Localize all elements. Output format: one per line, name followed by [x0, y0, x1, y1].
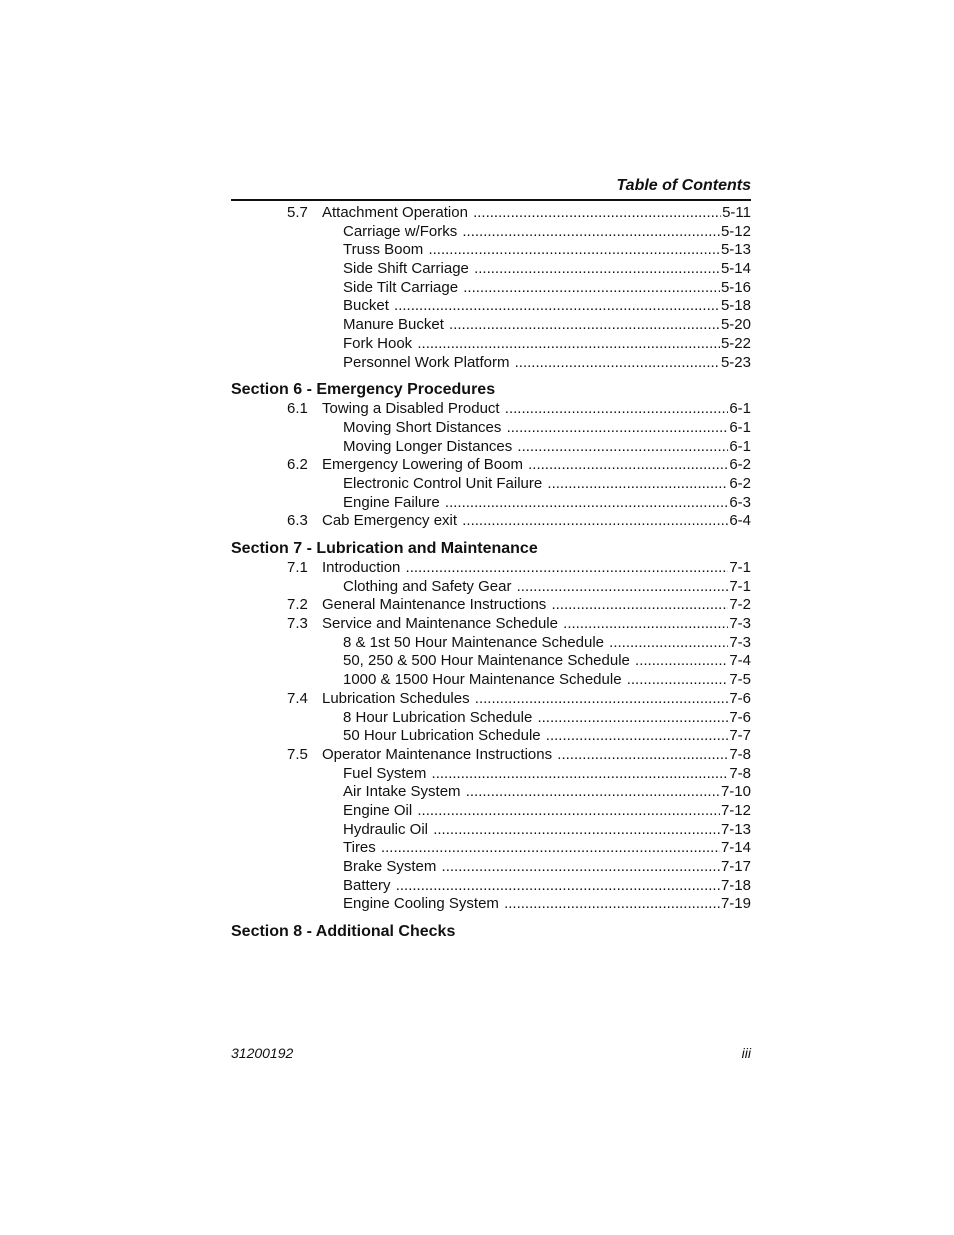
toc-entry-page: 7-1 — [729, 577, 751, 595]
toc-subentry[interactable] — [231, 494, 751, 513]
toc-entry-page: 7-12 — [720, 801, 751, 819]
toc-entry-page: 6-3 — [729, 493, 751, 511]
toc-entry-page: 6-2 — [729, 474, 751, 492]
toc-entry-label — [343, 260, 751, 279]
toc-entry-page: 5-23 — [720, 353, 751, 371]
toc-entry-label — [343, 316, 751, 335]
toc-subentry[interactable] — [231, 821, 751, 840]
toc-entry-title: Operator Maintenance Instructions — [322, 745, 553, 763]
toc-entry-number: 6.3 — [287, 512, 308, 530]
toc-entry-label — [343, 279, 751, 298]
toc-entry-label — [343, 709, 751, 728]
toc-entry-title: Battery — [343, 876, 391, 894]
toc-subentry[interactable] — [231, 671, 751, 690]
toc-entry-label — [322, 746, 751, 765]
toc-entry-label — [343, 335, 751, 354]
toc-entry-title: Towing a Disabled Product — [322, 400, 500, 418]
toc-entry-page: 7-14 — [720, 839, 751, 857]
toc-entry-page: 7-10 — [720, 783, 751, 801]
toc-entry-label — [322, 204, 751, 223]
toc-entry-title: Service and Maintenance Schedule — [322, 615, 558, 633]
toc-entry-title: Bucket — [343, 297, 389, 315]
toc-entry-page: 6-4 — [729, 512, 751, 530]
toc-entry-label — [343, 354, 751, 373]
toc-entry-label — [343, 783, 751, 802]
toc-entry-title: General Maintenance Instructions — [322, 596, 547, 614]
toc-entry-title: Attachment Operation — [322, 204, 468, 221]
toc-subentry[interactable] — [231, 260, 751, 279]
toc-entry-title: 8 & 1st 50 Hour Maintenance Schedule — [343, 633, 604, 651]
toc-entry-title: Truss Boom — [343, 241, 424, 259]
toc-entry-label — [322, 615, 751, 634]
toc-entry-number: 7.2 — [287, 596, 308, 614]
toc-entry-label — [343, 297, 751, 316]
document-number: 31200192 — [231, 1045, 294, 1061]
toc-entry-page: 6-1 — [729, 418, 751, 436]
toc-entry-page: 7-3 — [729, 615, 751, 633]
toc-entry-page: 7-8 — [729, 745, 751, 763]
toc-entry-page: 5-18 — [720, 297, 751, 315]
toc-subentry[interactable] — [231, 802, 751, 821]
toc-entry[interactable] — [231, 690, 751, 709]
toc-entry-page: 7-2 — [729, 596, 751, 614]
toc-entry-title: Tires — [343, 839, 376, 857]
toc-entry[interactable] — [231, 400, 751, 419]
toc-entry-label — [322, 456, 751, 475]
toc-subentry[interactable] — [231, 475, 751, 494]
toc-entry-label — [343, 578, 751, 597]
toc-subentry[interactable] — [231, 297, 751, 316]
toc-entry-title: Cab Emergency exit — [322, 512, 458, 530]
toc-entry-title: Emergency Lowering of Boom — [322, 456, 523, 474]
toc-subentry[interactable] — [231, 877, 751, 896]
toc-entry-page: 7-8 — [729, 764, 751, 782]
toc-entry-label — [322, 400, 751, 419]
toc-entry-title: Brake System — [343, 858, 437, 875]
toc-subentry[interactable] — [231, 578, 751, 597]
toc-entry-title: Electronic Control Unit Failure — [343, 474, 543, 492]
toc-entry-label — [343, 241, 751, 260]
toc-entry-page: 5-12 — [720, 222, 751, 240]
toc-entry[interactable] — [231, 559, 751, 578]
toc-entry-page: 5-11 — [722, 204, 751, 221]
toc-subentry[interactable] — [231, 727, 751, 746]
section-heading[interactable]: Section 7 - Lubrication and Maintenance — [231, 540, 538, 557]
toc-entry-title: 50, 250 & 500 Hour Maintenance Schedule — [343, 652, 630, 670]
toc-entry-title: Carriage w/Forks — [343, 222, 458, 240]
toc-entry-title: Moving Short Distances — [343, 418, 502, 436]
toc-entry-label — [343, 419, 751, 438]
toc-entry-title: Introduction — [322, 559, 401, 576]
toc-entry-title: Personnel Work Platform — [343, 353, 510, 371]
toc-entry-page: 7-7 — [729, 727, 751, 745]
toc-entry-title: 8 Hour Lubrication Schedule — [343, 708, 533, 726]
toc-entry-label — [322, 559, 751, 578]
toc-subentry[interactable] — [231, 335, 751, 354]
toc-entry-page: 7-18 — [720, 876, 751, 894]
toc-entry-page: 7-17 — [720, 858, 751, 875]
toc-entry[interactable] — [231, 596, 751, 615]
toc-entry-title: Fuel System — [343, 764, 427, 782]
toc-entry-number: 7.1 — [287, 559, 308, 576]
toc-entry-page: 7-3 — [729, 633, 751, 651]
toc-entry-label — [343, 671, 751, 690]
toc-subentry[interactable] — [231, 419, 751, 438]
toc-entry-label — [322, 596, 751, 615]
toc-entry-page: 7-5 — [729, 671, 751, 689]
table-of-contents — [231, 204, 751, 942]
toc-entry-label — [322, 512, 751, 531]
toc-entry-label — [322, 690, 751, 709]
toc-subentry[interactable] — [231, 279, 751, 298]
toc-entry-title: Air Intake System — [343, 783, 461, 801]
page-number: iii — [741, 1045, 751, 1061]
toc-entry[interactable] — [231, 615, 751, 634]
toc-entry-label — [343, 223, 751, 242]
toc-subentry[interactable] — [231, 839, 751, 858]
toc-subentry[interactable] — [231, 316, 751, 335]
toc-entry-page: 7-4 — [729, 652, 751, 670]
section-heading[interactable]: Section 8 - Additional Checks — [231, 923, 456, 941]
toc-entry-label — [343, 877, 751, 896]
toc-entry-page: 6-1 — [729, 437, 751, 455]
toc-entry-label — [343, 727, 751, 746]
toc-entry-title: Manure Bucket — [343, 316, 444, 334]
header-rule — [231, 199, 751, 201]
toc-entry-page: 7-1 — [729, 559, 751, 576]
toc-entry-page: 5-20 — [720, 316, 751, 334]
toc-entry-title: Hydraulic Oil — [343, 820, 429, 838]
toc-entry-label — [343, 765, 751, 784]
toc-entry-label — [343, 438, 751, 457]
toc-subentry[interactable] — [231, 783, 751, 802]
document-page — [231, 0, 751, 1235]
toc-entry[interactable] — [231, 512, 751, 531]
toc-entry-label — [343, 475, 751, 494]
toc-entry-label — [343, 634, 751, 653]
toc-subentry[interactable] — [231, 223, 751, 242]
toc-entry-page: 6-2 — [729, 456, 751, 474]
toc-entry-number: 6.2 — [287, 456, 308, 474]
toc-entry-label — [343, 895, 751, 914]
toc-entry-title: Side Shift Carriage — [343, 260, 469, 278]
toc-subentry[interactable] — [231, 241, 751, 260]
toc-entry-page: 5-22 — [720, 334, 751, 352]
toc-entry-label — [343, 858, 751, 877]
toc-subentry[interactable] — [231, 709, 751, 728]
running-title: Table of Contents — [616, 177, 751, 194]
toc-subentry[interactable] — [231, 634, 751, 653]
toc-entry-label — [343, 652, 751, 671]
toc-entry-page: 5-13 — [720, 241, 751, 259]
toc-entry[interactable] — [231, 456, 751, 475]
toc-entry-title: 1000 & 1500 Hour Maintenance Schedule — [343, 671, 622, 689]
toc-entry-number: 7.4 — [287, 689, 308, 707]
toc-entry-page: 6-1 — [729, 400, 751, 418]
toc-entry[interactable] — [231, 204, 751, 223]
section-heading[interactable]: Section 6 - Emergency Procedures — [231, 381, 496, 399]
toc-entry-number: 5.7 — [287, 204, 308, 221]
toc-entry-number: 6.1 — [287, 400, 308, 418]
toc-entry-title: Moving Longer Distances — [343, 437, 513, 455]
toc-entry-label — [343, 802, 751, 821]
toc-entry-number: 7.5 — [287, 745, 308, 763]
toc-entry-page: 7-19 — [720, 895, 751, 913]
toc-subentry[interactable] — [231, 895, 751, 914]
toc-entry-title: Lubrication Schedules — [322, 689, 470, 707]
toc-entry-label — [343, 494, 751, 513]
toc-subentry[interactable] — [231, 438, 751, 457]
toc-subentry[interactable] — [231, 652, 751, 671]
toc-entry-number: 7.3 — [287, 615, 308, 633]
toc-subentry[interactable] — [231, 765, 751, 784]
toc-entry-label — [343, 821, 751, 840]
toc-entry-title: Fork Hook — [343, 334, 413, 352]
toc-subentry[interactable] — [231, 354, 751, 373]
toc-entry[interactable] — [231, 746, 751, 765]
toc-entry-title: Engine Failure — [343, 493, 440, 511]
toc-entry-title: Clothing and Safety Gear — [343, 577, 512, 595]
toc-entry-page: 5-16 — [720, 278, 751, 296]
toc-entry-title: Side Tilt Carriage — [343, 278, 459, 296]
toc-entry-page: 7-13 — [720, 820, 751, 838]
toc-entry-label — [343, 839, 751, 858]
toc-entry-title: Engine Cooling System — [343, 895, 499, 913]
toc-entry-title: 50 Hour Lubrication Schedule — [343, 727, 541, 745]
toc-subentry[interactable] — [231, 858, 751, 877]
toc-entry-page: 5-14 — [720, 260, 751, 278]
toc-entry-title: Engine Oil — [343, 801, 413, 819]
toc-entry-page: 7-6 — [729, 689, 751, 707]
toc-entry-page: 7-6 — [729, 708, 751, 726]
